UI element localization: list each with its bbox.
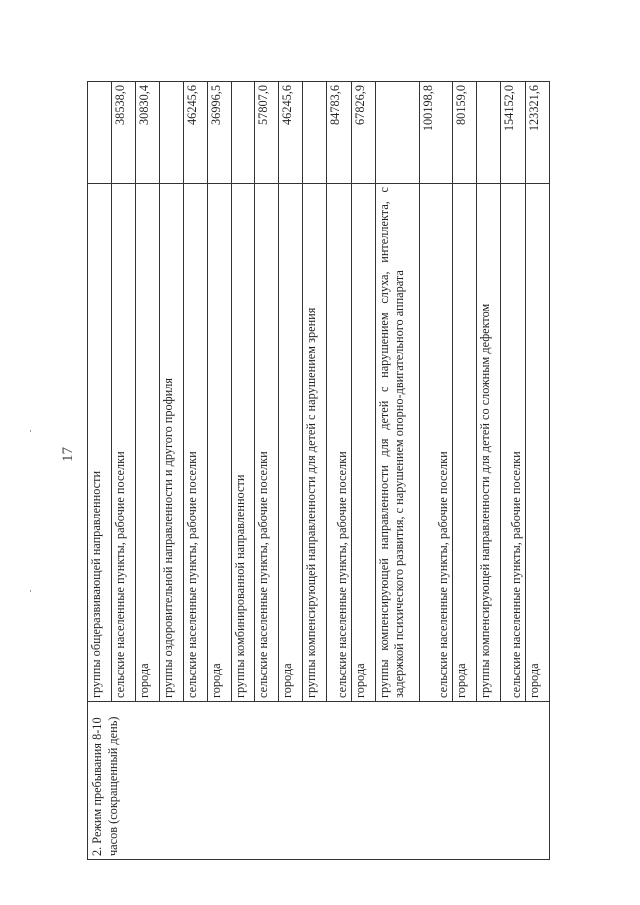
mode-label: 2. Режим пребывания 8-10 часов (сокращенный день) [88,702,550,860]
scan-artifact [30,590,31,592]
rural-label: сельские населенные пункты, рабочие поселки [420,184,453,702]
group-title: группы компенсирующей направленности для детей со сложным дефектом [476,184,500,702]
page-number: 17 [60,447,76,462]
city-value: 36996,5 [207,82,231,184]
value-cell-empty [303,82,327,184]
cost-table [87,81,550,860]
group-title: группы комбинированной направленности [231,184,255,702]
rural-value: 84783,6 [327,82,352,184]
group-title: группы компенсирующей направленности для детей с нарушением зрения [303,184,327,702]
value-cell-empty [476,82,500,184]
value-cell-empty [159,82,183,184]
city-label: города [135,184,159,702]
rural-label: сельские населенные пункты, рабочие поселки [327,184,352,702]
city-label: города [453,184,477,702]
value-cell-empty [231,82,255,184]
rural-label: сельские населенные пункты, рабочие поселки [255,184,279,702]
rural-label: сельские населенные пункты, рабочие поселки [500,184,525,702]
value-cell-empty [376,82,420,184]
city-value: 46245,6 [279,82,303,184]
city-label: города [525,184,549,702]
value-cell-empty [88,82,112,184]
group-title: группы компенсирующей направленности для детей с нарушением слуха, интеллекта, с задержкой психического развития, с нарушением опорно-двигательного аппарата [376,184,420,702]
city-value: 80159,0 [453,82,477,184]
city-value: 67826,9 [352,82,376,184]
rural-value: 57807,0 [255,82,279,184]
group-title: группы общеразвивающей направленности [88,184,112,702]
city-label: города [207,184,231,702]
rural-value: 38538,0 [111,82,135,184]
rural-value: 46245,6 [183,82,207,184]
city-value: 30830,4 [135,82,159,184]
scan-artifact [30,430,31,432]
city-label: города [279,184,303,702]
city-label: города [352,184,376,702]
rotated-table-container [87,82,550,860]
rural-label: сельские населенные пункты, рабочие поселки [183,184,207,702]
rural-label: сельские населенные пункты, рабочие поселки [111,184,135,702]
rural-value: 100198,8 [420,82,453,184]
city-value: 123321,6 [525,82,549,184]
group-title: группы оздоровительной направленности и другого профиля [159,184,183,702]
rural-value: 154152,0 [500,82,525,184]
